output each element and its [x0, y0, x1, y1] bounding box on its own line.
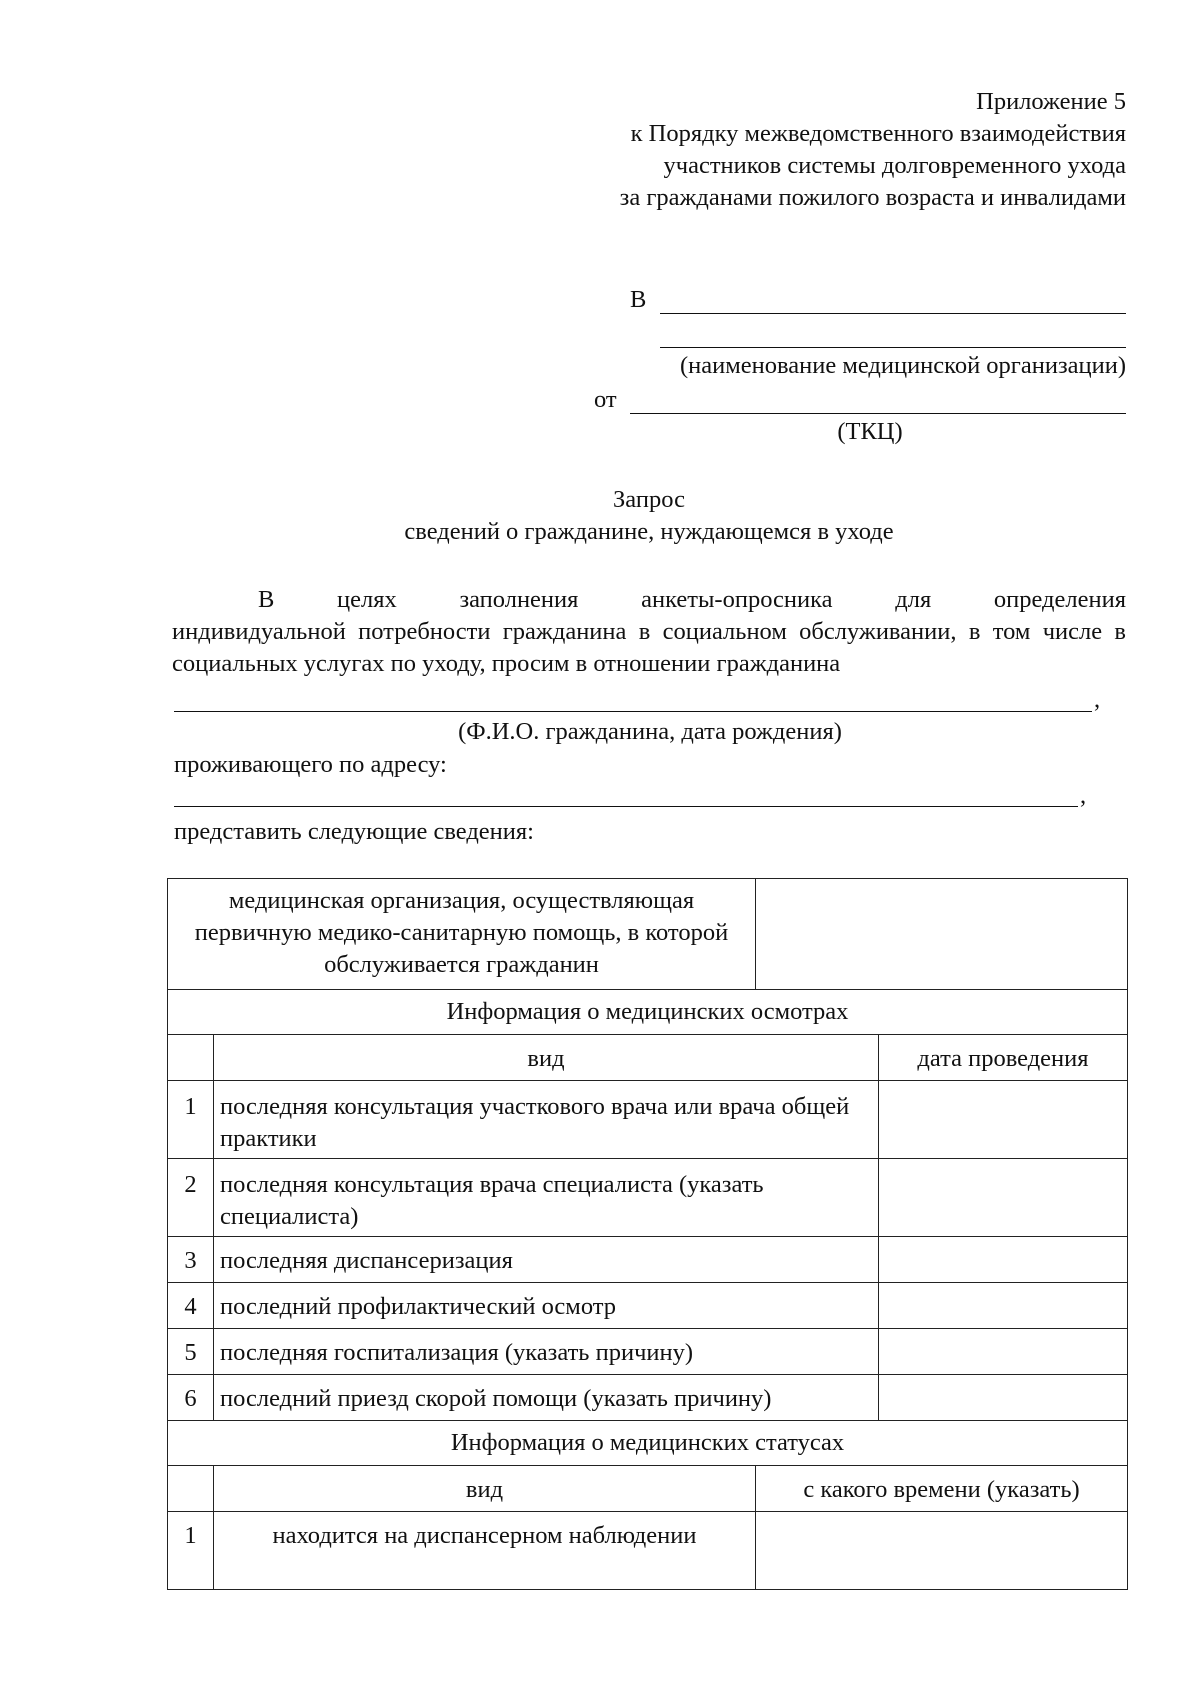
exam-date-cell[interactable]	[879, 1081, 1128, 1159]
status-num: 1	[168, 1512, 214, 1590]
exam-num: 1	[168, 1081, 214, 1159]
exam-date-cell[interactable]	[879, 1375, 1128, 1421]
body-paragraph	[172, 584, 1126, 680]
exam-label: последний приезд скорой помощи (указать причину)	[214, 1375, 879, 1421]
status-header-num	[168, 1466, 214, 1512]
exams-header-num	[168, 1035, 214, 1081]
annex-line-2: к Порядку межведомственного взаимодействия	[630, 120, 1126, 147]
fio-comma: ,	[1094, 686, 1101, 713]
address-comma: ,	[1080, 782, 1087, 809]
address-label: проживающего по адресу:	[174, 751, 447, 778]
exams-col-date: дата проведения	[879, 1035, 1128, 1081]
status-header-row	[168, 1466, 1128, 1512]
exams-col-type: вид	[214, 1035, 879, 1081]
exam-date-cell[interactable]	[879, 1329, 1128, 1375]
exams-header-row	[168, 1035, 1128, 1081]
exam-row	[168, 1329, 1128, 1375]
exam-row	[168, 1237, 1128, 1283]
to-prefix: В	[630, 286, 647, 313]
exam-label: последняя диспансеризация	[214, 1237, 879, 1283]
exam-date-cell[interactable]	[879, 1283, 1128, 1329]
exam-row	[168, 1159, 1128, 1237]
exam-row	[168, 1375, 1128, 1421]
from-caption: (ТКЦ)	[837, 418, 903, 445]
exam-label: последняя консультация врача специалиста (указать специалиста)	[214, 1159, 879, 1237]
org-row	[168, 879, 1128, 990]
exam-date-cell[interactable]	[879, 1159, 1128, 1237]
doc-subtitle: сведений о гражданине, нуждающемся в уходе	[404, 518, 894, 545]
exams-heading: Информация о медицинских осмотрах	[168, 990, 1128, 1035]
to-org-line-1[interactable]	[660, 313, 1126, 314]
request-label: представить следующие сведения:	[174, 818, 534, 845]
exam-row	[168, 1081, 1128, 1159]
exam-num: 4	[168, 1283, 214, 1329]
annex-line-3: участников системы долговременного ухода	[663, 152, 1126, 179]
paragraph-rest: индивидуальной потребности гражданина в социальном обслуживании, в том числе в социальных услугах по уходу, просим в отношении гражданина	[172, 618, 1126, 677]
org-value-cell[interactable]	[756, 879, 1128, 990]
fio-line[interactable]	[174, 711, 1092, 712]
info-table	[167, 878, 1128, 1590]
exam-date-cell[interactable]	[879, 1237, 1128, 1283]
exam-label: последний профилактический осмотр	[214, 1283, 879, 1329]
annex-line-1: Приложение 5	[976, 88, 1126, 115]
exam-label: последняя госпитализация (указать причину)	[214, 1329, 879, 1375]
status-heading-row	[168, 1421, 1128, 1466]
status-col-type: вид	[214, 1466, 756, 1512]
from-line[interactable]	[630, 413, 1126, 414]
exam-num: 5	[168, 1329, 214, 1375]
exam-label: последняя консультация участкового врача или врача общей практики	[214, 1081, 879, 1159]
doc-title: Запрос	[613, 486, 685, 513]
address-line[interactable]	[174, 806, 1078, 807]
annex-line-4: за гражданами пожилого возраста и инвалидами	[619, 184, 1126, 211]
status-col-since: с какого времени (указать)	[756, 1466, 1128, 1512]
from-prefix: от	[594, 386, 617, 413]
exams-heading-row	[168, 990, 1128, 1035]
status-row	[168, 1512, 1128, 1590]
status-label: находится на диспансерном наблюдении	[214, 1512, 756, 1590]
exam-num: 3	[168, 1237, 214, 1283]
status-since-cell[interactable]	[756, 1512, 1128, 1590]
paragraph-first-line: В целях заполнения анкеты-опросника для определения	[258, 586, 1126, 613]
fio-caption: (Ф.И.О. гражданина, дата рождения)	[458, 718, 842, 745]
annex-header	[440, 86, 1126, 214]
org-caption: (наименование медицинской организации)	[679, 352, 1126, 379]
status-heading: Информация о медицинских статусах	[168, 1421, 1128, 1466]
exam-row	[168, 1283, 1128, 1329]
org-label: медицинская организация, осуществляющая первичную медико-санитарную помощь, в которой обслуживается гражданин	[168, 879, 756, 990]
exam-num: 2	[168, 1159, 214, 1237]
exam-num: 6	[168, 1375, 214, 1421]
to-org-line-2[interactable]	[660, 347, 1126, 348]
